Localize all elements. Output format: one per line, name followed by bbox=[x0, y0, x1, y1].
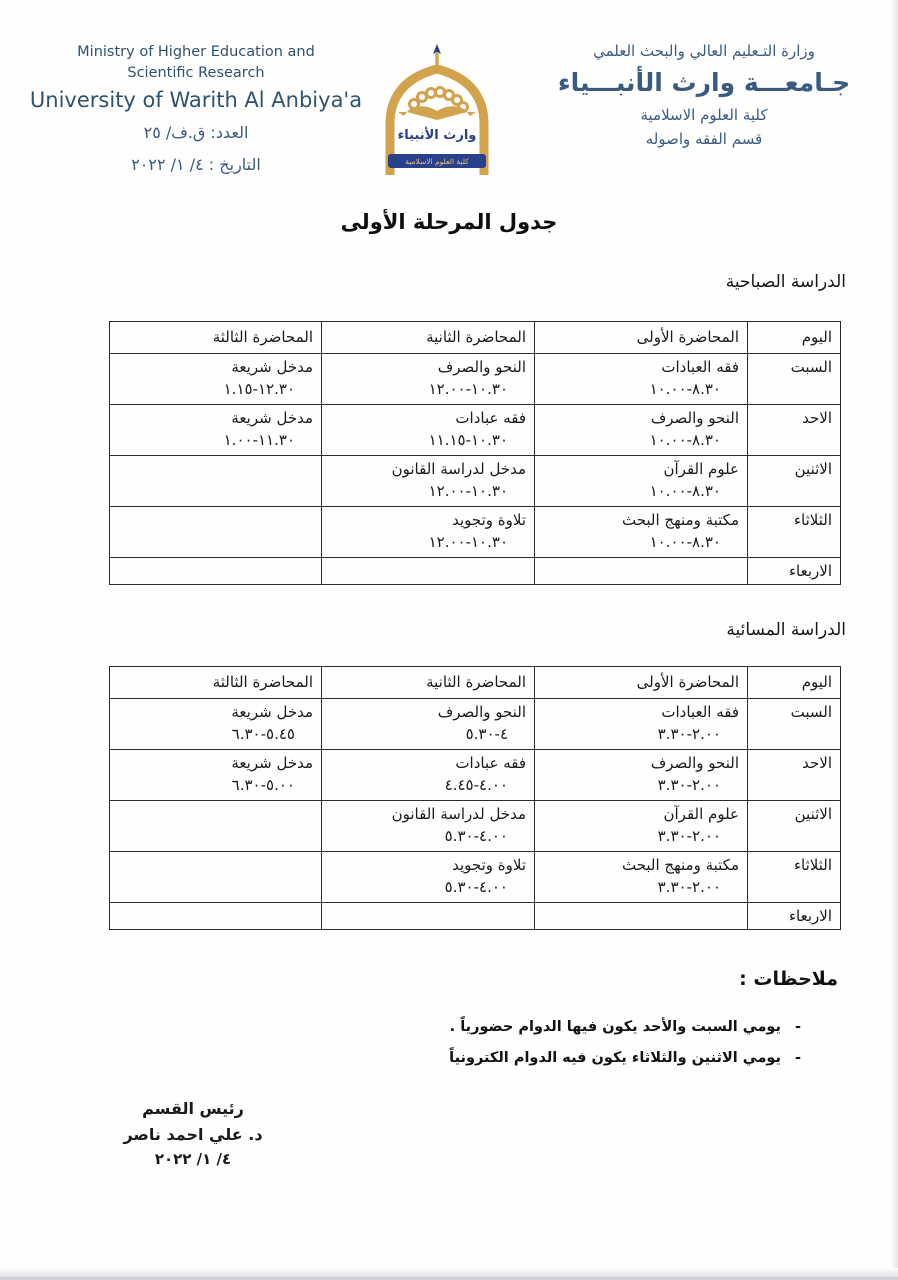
signer-name: د. علي احمد ناصر bbox=[123, 1124, 263, 1144]
column-header: اليوم bbox=[748, 667, 841, 699]
time-range: ١١.٣٠-١.٠٠ bbox=[223, 431, 295, 449]
day-cell: السبت bbox=[748, 699, 841, 750]
note-text: يومي السبت والأحد يكون فيها الدوام حضورياً . bbox=[449, 1019, 781, 1035]
table-row bbox=[110, 750, 841, 801]
time-range: ٢.٠٠-٣.٣٠ bbox=[657, 878, 721, 896]
lecture-cell bbox=[322, 903, 535, 930]
lecture-cell bbox=[535, 699, 748, 750]
subject-name: فقه عبادات bbox=[455, 409, 526, 427]
day-cell: الاثنين bbox=[748, 801, 841, 852]
lecture-cell bbox=[322, 507, 535, 558]
subject-name: مدخل لدراسة القانون bbox=[391, 460, 526, 478]
table-row bbox=[110, 852, 841, 903]
time-range: ٥.٤٥-٦.٣٠ bbox=[231, 725, 295, 743]
lecture-cell bbox=[110, 354, 322, 405]
subject-name: علوم القرآن bbox=[663, 805, 739, 823]
lecture-cell bbox=[535, 801, 748, 852]
subject-name: مدخل شريعة bbox=[231, 358, 313, 376]
day-cell: الاربعاء bbox=[748, 903, 841, 930]
table-row bbox=[110, 456, 841, 507]
time-range: ٢.٠٠-٣.٣٠ bbox=[657, 776, 721, 794]
dash-bullet: - bbox=[794, 1050, 801, 1066]
university-logo bbox=[374, 42, 502, 182]
subject-name: تلاوة وتجويد bbox=[452, 511, 526, 529]
table-row bbox=[110, 801, 841, 852]
time-range: ٨.٣٠-١٠.٠٠ bbox=[649, 533, 721, 551]
time-range: ١٠.٣٠-١٢.٠٠ bbox=[428, 533, 508, 551]
table-row bbox=[110, 699, 841, 750]
column-header: اليوم bbox=[748, 322, 841, 354]
morning-schedule-table bbox=[109, 321, 841, 585]
morning-section-title: الدراسة الصباحية bbox=[725, 272, 846, 292]
time-range: ٤.٠٠-٥.٣٠ bbox=[444, 827, 508, 845]
lecture-cell bbox=[110, 456, 322, 507]
college-name-ar: كلية العلوم الاسلامية bbox=[640, 105, 768, 124]
subject-name: مدخل شريعة bbox=[231, 703, 313, 721]
logo-banner bbox=[388, 154, 486, 168]
lecture-cell bbox=[110, 558, 322, 585]
lecture-cell bbox=[322, 456, 535, 507]
university-name-en: University of Warith Al Anbiya'a bbox=[29, 88, 363, 113]
dash-bullet: - bbox=[794, 1019, 801, 1035]
lecture-cell bbox=[322, 405, 535, 456]
lecture-cell bbox=[535, 903, 748, 930]
day-cell: الاربعاء bbox=[748, 558, 841, 585]
time-range: ٤.٠٠-٥.٣٠ bbox=[444, 878, 508, 896]
subject-name: النحو والصرف bbox=[650, 409, 739, 427]
column-header: المحاضرة الثانية bbox=[322, 667, 535, 699]
column-header: المحاضرة الثالثة bbox=[110, 322, 322, 354]
lecture-cell bbox=[110, 801, 322, 852]
time-range: ٨.٣٠-١٠.٠٠ bbox=[649, 431, 721, 449]
time-range: ٢.٠٠-٣.٣٠ bbox=[657, 827, 721, 845]
lecture-cell bbox=[535, 354, 748, 405]
signer-role: رئيس القسم bbox=[142, 1099, 244, 1118]
lecture-cell bbox=[110, 852, 322, 903]
lecture-cell bbox=[322, 852, 535, 903]
note-item bbox=[449, 1050, 801, 1066]
subject-name: مدخل لدراسة القانون bbox=[391, 805, 526, 823]
lecture-cell bbox=[535, 558, 748, 585]
day-cell: الاحد bbox=[748, 750, 841, 801]
time-range: ١٢.٣٠-١.١٥ bbox=[223, 380, 295, 398]
lecture-cell bbox=[535, 405, 748, 456]
lecture-cell bbox=[535, 852, 748, 903]
subject-name: فقه العبادات bbox=[661, 703, 739, 721]
column-header: المحاضرة الأولى bbox=[535, 667, 748, 699]
lecture-cell bbox=[110, 507, 322, 558]
evening-section-title: الدراسة المسائية bbox=[726, 620, 846, 640]
subject-name: النحو والصرف bbox=[437, 703, 526, 721]
subject-name: مدخل شريعة bbox=[231, 409, 313, 427]
lecture-cell bbox=[535, 750, 748, 801]
ministry-name-en-line1: Ministry of Higher Education and bbox=[77, 44, 315, 60]
header-row bbox=[110, 667, 841, 699]
subject-name: علوم القرآن bbox=[663, 460, 739, 478]
university-name-ar: جـامعـــة وارث الأنبـــياء bbox=[557, 67, 851, 97]
subject-name: مدخل شريعة bbox=[231, 754, 313, 772]
logo-center-text: وارث الأنبياء bbox=[397, 128, 477, 143]
lecture-cell bbox=[535, 507, 748, 558]
note-item bbox=[450, 1019, 801, 1035]
subject-name: النحو والصرف bbox=[650, 754, 739, 772]
signature-block bbox=[88, 1096, 298, 1173]
day-cell: الثلاثاء bbox=[748, 507, 841, 558]
subject-name: تلاوة وتجويد bbox=[452, 856, 526, 874]
english-letterhead bbox=[28, 42, 364, 179]
notes-title: ملاحظات : bbox=[739, 968, 838, 990]
day-cell: الثلاثاء bbox=[748, 852, 841, 903]
day-cell: الاحد bbox=[748, 405, 841, 456]
column-header: المحاضرة الثالثة bbox=[110, 667, 322, 699]
time-range: ٢.٠٠-٣.٣٠ bbox=[657, 725, 721, 743]
morning-schedule-table-container bbox=[108, 321, 841, 585]
subject-name: مكتبة ومنهج البحث bbox=[621, 856, 739, 874]
table-row bbox=[110, 558, 841, 585]
scan-shadow-right bbox=[892, 0, 898, 1280]
evening-schedule-table bbox=[109, 666, 841, 930]
time-range: ١٠.٣٠-١٢.٠٠ bbox=[428, 482, 508, 500]
lecture-cell bbox=[322, 801, 535, 852]
document-date: التاريخ : ٤/ ١/ ٢٠٢٢ bbox=[131, 155, 261, 175]
department-name-ar: قسم الفقه واصوله bbox=[645, 129, 763, 148]
page-title: جدول المرحلة الأولى bbox=[340, 210, 558, 234]
time-range: ٥.٠٠-٦.٣٠ bbox=[231, 776, 295, 794]
lecture-cell bbox=[110, 903, 322, 930]
lecture-cell bbox=[110, 405, 322, 456]
lecture-cell bbox=[110, 699, 322, 750]
evening-schedule-table-container bbox=[108, 666, 841, 930]
time-range: ٤.٠٠-٤.٤٥ bbox=[444, 776, 508, 794]
column-header: المحاضرة الأولى bbox=[535, 322, 748, 354]
arabic-letterhead bbox=[524, 40, 884, 151]
table-row bbox=[110, 354, 841, 405]
time-range: ٨.٣٠-١٠.٠٠ bbox=[649, 380, 721, 398]
table-row bbox=[110, 405, 841, 456]
subject-name: مكتبة ومنهج البحث bbox=[621, 511, 739, 529]
subject-name: فقه عبادات bbox=[455, 754, 526, 772]
signature-date: ٤/ ١/ ٢٠٢٢ bbox=[154, 1150, 232, 1169]
time-range: ١٠.٣٠-١١.١٥ bbox=[428, 431, 508, 449]
day-cell: الاثنين bbox=[748, 456, 841, 507]
svg-text:كلية العلوم الاسلامية: كلية العلوم الاسلامية bbox=[405, 157, 469, 166]
lecture-cell bbox=[322, 354, 535, 405]
ministry-name-en-line2: Scientific Research bbox=[127, 65, 265, 82]
table-row bbox=[110, 903, 841, 930]
lecture-cell bbox=[322, 750, 535, 801]
table-row bbox=[110, 507, 841, 558]
time-range: ٨.٣٠-١٠.٠٠ bbox=[649, 482, 721, 500]
document-number: العدد: ق.ف/ ٢٥ bbox=[143, 123, 249, 143]
ministry-name-ar: وزارة التـعليم العالي والبحث العلمي bbox=[593, 42, 815, 60]
lecture-cell bbox=[322, 699, 535, 750]
lecture-cell bbox=[322, 558, 535, 585]
header-row bbox=[110, 322, 841, 354]
note-text: يومي الاثنين والثلاثاء يكون فيه الدوام الكترونياً bbox=[449, 1050, 781, 1066]
lecture-cell bbox=[535, 456, 748, 507]
column-header: المحاضرة الثانية bbox=[322, 322, 535, 354]
time-range: ٤-٥.٣٠ bbox=[465, 725, 508, 743]
subject-name: فقه العبادات bbox=[661, 358, 739, 376]
day-cell: السبت bbox=[748, 354, 841, 405]
lecture-cell bbox=[110, 750, 322, 801]
subject-name: النحو والصرف bbox=[437, 358, 526, 376]
time-range: ١٠.٣٠-١٢.٠٠ bbox=[428, 380, 508, 398]
